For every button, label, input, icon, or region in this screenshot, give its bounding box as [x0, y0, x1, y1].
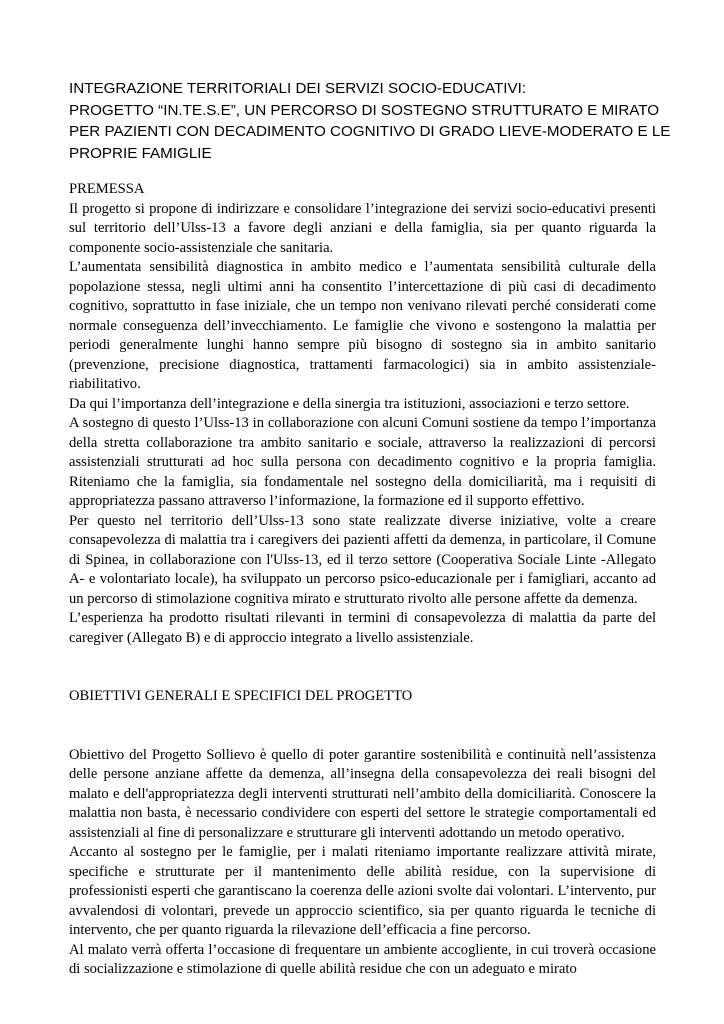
paragraph: L’esperienza ha prodotto risultati rilevanti in termini di consapevolezza di malattia da parte del caregiver (Allegato B) e di approccio integrato a livello assistenziale. [69, 610, 656, 646]
paragraph: Per questo nel territorio dell’Ulss-13 sono state realizzate diverse iniziative, volte a creare consapevolezza di malattia tra i caregivers dei pazienti affetti da demenza, in particolare, il Comune di Spinea, in collaborazione con l'Ulss-13, ed il terzo settore (Cooperativa Sociale Linte -Allegato A- e volontariato locale), ha sviluppato un percorso psico-educazionale per i famigliari, accanto ad un percorso di stimolazione cognitiva mirato e strutturato rivolto alle persone affette da demenza. [69, 512, 656, 607]
paragraph: Accanto al sostegno per le famiglie, per i malati riteniamo importante realizzare attività mirate, specifiche e strutturate per il mantenimento delle abilità residue, con la supervisione di professionisti esperti che garantiscano la coerenza delle azioni svolte dai volontari. L’intervento, pur avvalendosi di volontari, prevede un approccio scientifico, sia per quanto riguarda le tecniche di intervento, che per quanto riguarda la rilevazione dell’efficacia a fine percorso. [69, 844, 656, 938]
title-line: INTEGRAZIONE TERRITORIALI DEI SERVIZI SOCIO-EDUCATIVI: [69, 80, 527, 97]
spacer [69, 648, 656, 687]
paragraph: Da qui l’importanza dell’integrazione e della sinergia tra istituzioni, associazioni e terzo settore. [69, 395, 630, 412]
title-line: PER PAZIENTI CON DECADIMENTO COGNITIVO DI GRADO LIEVE-MODERATO E LE [69, 123, 671, 140]
spacer [69, 707, 656, 746]
paragraph: Al malato verrà offerta l’occasione di frequentare un ambiente accogliente, in cui troverà occasione di socializzazione e stimolazione di quelle abilità residue che con un adeguato e mirato [69, 941, 656, 977]
document-title [69, 78, 669, 164]
title-line: PROPRIE FAMIGLIE [69, 144, 212, 162]
section-heading-obiettivi: OBIETTIVI GENERALI E SPECIFICI DEL PROGETTO [69, 688, 413, 704]
paragraph: Obiettivo del Progetto Sollievo è quello di poter garantire sostenibilità e continuità nell’assistenza delle persone anziane affette da demenza, all’insegna della consapevolezza dei reali bisogni del malato e dell'appropriatezza degli interventi strutturati nell’ambito della domiciliarità. Conoscere la malattia non basta, è necessario condividere con esperti del settore le strategie comportamentali ed assistenziali al fine di personalizzare e strutturare gli interventi adottando un metodo operativo. [69, 746, 656, 841]
section-heading-premessa: PREMESSA [69, 181, 145, 197]
document-body [69, 180, 656, 980]
paragraph: Il progetto si propone di indirizzare e consolidare l’integrazione dei servizi socio-educativi presenti sul territorio dell’Ulss-13 a favore degli anziani e della famiglia, sia per quanto riguarda la componente socio-assistenziale che sanitaria. [69, 200, 656, 256]
paragraph: L’aumentata sensibilità diagnostica in ambito medico e l’aumentata sensibilità culturale della popolazione stessa, negli ultimi anni ha consentito l’intercettazione di più casi di decadimento cognitivo, soprattutto in fase iniziale, che un tempo non venivano rilevati perché considerati come normale conseguenza dell’invecchiamento. Le famiglie che vivono e sostengono la malattia per periodi generalmente lunghi hanno sempre più bisogno di sostegno sia in ambito sanitario (prevenzione, precisione diagnostica, trattamenti farmacologici) sia in ambito assistenziale-riabilitativo. [69, 259, 656, 392]
paragraph: A sostegno di questo l’Ulss-13 in collaborazione con alcuni Comuni sostiene da tempo l’importanza della stretta collaborazione tra ambito sanitario e sociale, attraverso la realizzazioni di percorsi assistenziali strutturati ad hoc sulla persona con decadimento cognitivo e la propria famiglia. Riteniamo che la famiglia, sia fondamentale nel sostegno della domiciliarità, ma i requisiti di appropriatezza passano attraverso l’informazione, la formazione ed il supporto effettivo. [69, 415, 656, 509]
title-line: PROGETTO “IN.TE.S.E”, UN PERCORSO DI SOSTEGNO STRUTTURATO E MIRATO [69, 101, 660, 119]
